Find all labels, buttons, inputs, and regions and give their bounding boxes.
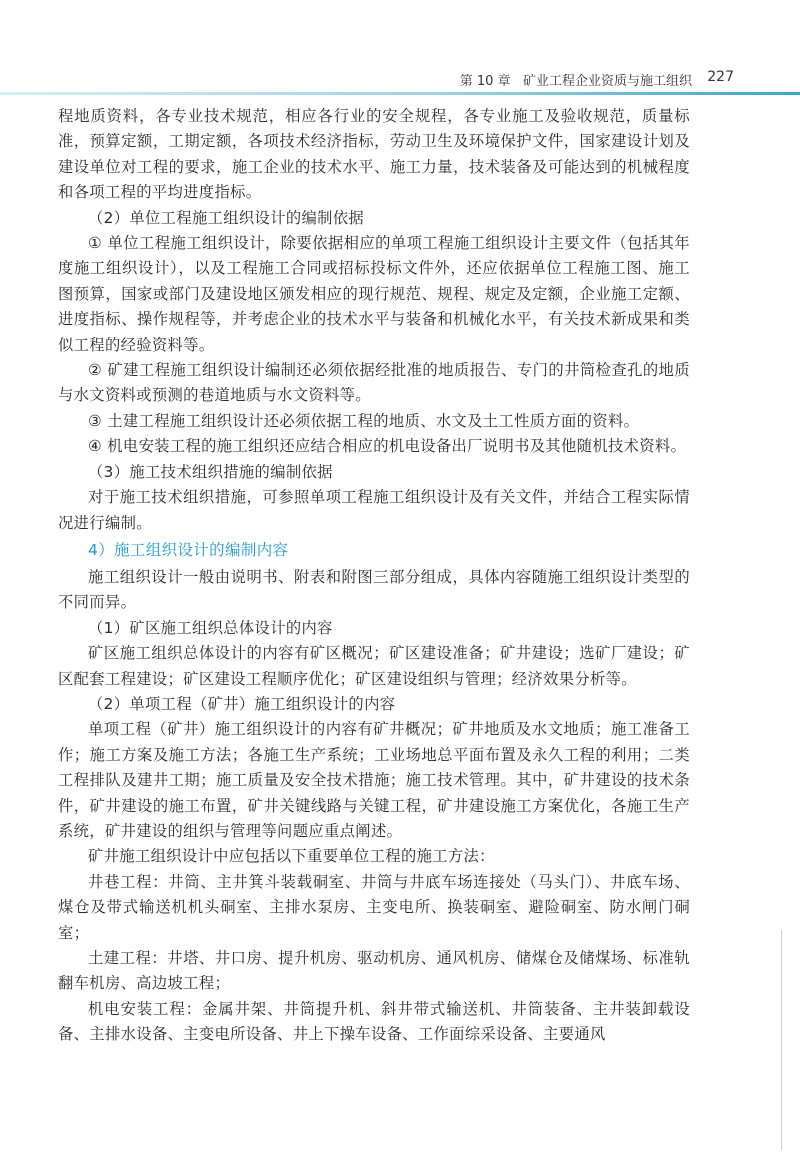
paragraph: 土建工程：井塔、井口房、提升机房、驱动机房、通风机房、储煤仓及储煤场、标准轨翻车机房、高边坡工程； <box>58 949 690 993</box>
page-number: 227 <box>707 69 734 85</box>
paragraph: ② 矿建工程施工组织设计编制还必须依据经批准的地质报告、专门的井筒检查孔的地质与水文资料或预测的巷道地质与水文资料等。 <box>58 361 690 405</box>
paragraph: 对于施工技术组织措施，可参照单项工程施工组织设计及有关文件，并结合工程实际情况进行编制。 <box>58 488 690 532</box>
paragraph: ① 单位工程施工组织设计，除要依据相应的单项工程施工组织设计主要文件（包括其年度施工组织设计），以及工程施工合同或招标投标文件外，还应依据单位工程施工图、施工图预算，国家或部门及建设地区颁发相应的现行规范、规程、规定及定额，企业施工定额、进度指标、操作规程等，并考虑企业的技术水平与装备和机械化水平，有关技术新成果和类似工程的经验资料等。 <box>58 234 690 354</box>
chapter-title: 矿业工程企业资质与施工组织 <box>522 74 692 89</box>
page-header <box>0 0 800 98</box>
paragraph: 井巷工程：井筒、主井箕斗装载硐室、井筒与井底车场连接处（马头门）、井底车场、煤仓及带式输送机机头硐室、主排水泵房、主变电所、换装硐室、避险硐室、防水闸门硐室； <box>58 872 690 942</box>
running-head <box>460 70 692 89</box>
paragraph: 机电安装工程：金属井架、井筒提升机、斜井带式输送机、井筒装备、主井装卸载设备、主排水设备、主变电所设备、井上下操车设备、工作面综采设备、主要通风 <box>58 999 690 1044</box>
subheading: （1）矿区施工组织总体设计的内容 <box>88 618 333 637</box>
paragraph: 施工组织设计一般由说明书、附表和附图三部分组成，具体内容随施工组织设计类型的不同而异。 <box>58 567 690 612</box>
paragraph: 程地质资料，各专业技术规范，相应各行业的安全规程，各专业施工及验收规范，质量标准，预算定额，工期定额，各项技术经济指标，劳动卫生及环境保护文件，国家建设计划及建设单位对工程的要求，施工企业的技术水平、施工力量，技术装备及可能达到的机械程度和各项工程的平均进度指标。 <box>58 107 690 202</box>
paragraph: ③ 土建工程施工组织设计还必须依据工程的地质、水文及土工性质方面的资料。 <box>88 411 640 430</box>
subheading: （2）单项工程（矿井）施工组织设计的内容 <box>88 694 396 713</box>
subheading: （3）施工技术组织措施的编制依据 <box>88 462 333 481</box>
page-edge-shadow <box>781 930 782 1150</box>
paragraph: 单项工程（矿井）施工组织设计的内容有矿井概况；矿井地质及水文地质；施工准备工作；施工方案及施工方法；各施工生产系统；工业场地总平面布置及永久工程的利用；二类工程排队及建井工期；施工质量及安全技术措施；施工技术管理。其中，矿井建设的技术条件，矿井建设的施工布置，矿井关键线路与关键工程，矿井建设施工方案优化，各施工生产系统，矿井建设的组织与管理等问题应重点阐述。 <box>58 720 690 840</box>
chapter-label: 第 10 章 <box>459 74 511 89</box>
section-heading: 4）施工组织设计的编制内容 <box>88 540 289 559</box>
header-rule <box>0 92 800 95</box>
paragraph: 矿区施工组织总体设计的内容有矿区概况；矿区建设准备；矿井建设；选矿厂建设；矿区配套工程建设；矿区建设工程顺序优化；矿区建设组织与管理；经济效果分析等。 <box>58 644 690 688</box>
paragraph: ④ 机电安装工程的施工组织还应结合相应的机电设备出厂说明书及其他随机技术资料。 <box>88 437 687 456</box>
paragraph: 矿井施工组织设计中应包括以下重要单位工程的施工方法： <box>88 847 495 866</box>
body-text <box>58 104 690 1048</box>
subheading: （2）单位工程施工组织设计的编制依据 <box>88 208 365 227</box>
